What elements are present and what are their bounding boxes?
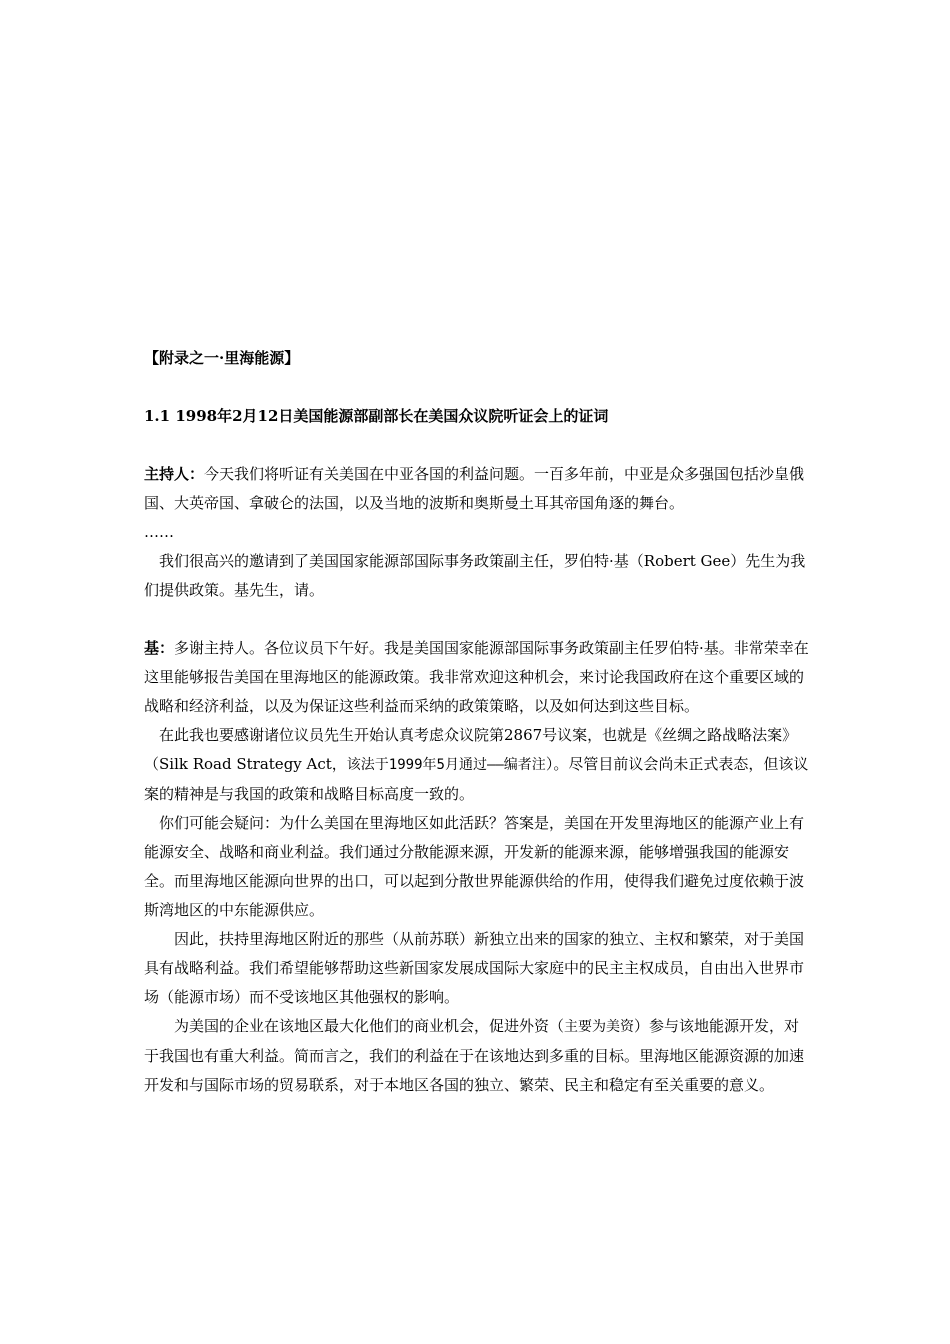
silk-road-text-after: ）。尽管目前议会尚未正式表态，但该议案的精神是与我国的政策和战略目标高度一致的。 [144, 755, 809, 803]
silk-road-text-before: 在此我也要感谢诸位议员先生开始认真考虑众议院第2867号议案，也就是《丝绸之路战略法案》（Silk Road Strategy Act， [144, 726, 798, 773]
paragraph-gee-opening [144, 634, 810, 721]
blank-line [144, 605, 810, 634]
commercial-text-before: 为美国的企业在该地区最大化他们的商业机会，促进外资（ [174, 1017, 565, 1035]
speaker-gee: 基： [144, 639, 175, 657]
appendix-title: 【附录之一·里海能源】 [144, 349, 300, 367]
gee-opening-text: 多谢主持人。各位议员下午好。我是美国国家能源部国际事务政策副主任罗伯特·基。非常荣幸在这里能够报告美国在里海地区的能源政策。我非常欢迎这种机会，来讨论我国政府在这个重要区域的战略和经济利益，以及为保证这些利益而采纳的政策策略，以及如何达到这些目标。 [144, 639, 809, 715]
speaker-host: 主持人： [144, 465, 205, 483]
commercial-text-after: ）参与该地能源开发，对于我国也有重大利益。简而言之，我们的利益在于在该地达到多重的目标。里海地区能源资源的加速开发和与国际市场的贸易联系，对于本地区各国的独立、繁荣、民主和稳定有至关重要的意义。 [144, 1017, 805, 1094]
ellipsis: …… [144, 523, 174, 541]
blank-line [144, 373, 810, 402]
investment-note: 主要为美资 [564, 1019, 635, 1035]
editor-note: 该法于1999年5月通过——编者注 [346, 757, 546, 773]
paragraph-silk-road-act [144, 721, 810, 809]
paragraph-host-introduction: 我们很高兴的邀请到了美国国家能源部国际事务政策副主任，罗伯特·基（Robert Gee）先生为我们提供政策。基先生，请。 [144, 552, 806, 599]
paragraph-why-active: 你们可能会疑问：为什么美国在里海地区如此活跃？答案是，美国在开发里海地区的能源产业上有能源安全、战略和商业利益。我们通过分散能源来源，开发新的能源来源，能够增强我国的能源安全。而里海地区能源向世界的出口，可以起到分散世界能源供给的作用，使得我们避免过度依赖于波斯湾地区的中东能源供应。 [144, 814, 805, 919]
paragraph-commercial-interest [144, 1012, 810, 1100]
paragraph-host-opening [144, 460, 810, 518]
paragraph-strategic-interest: 因此，扶持里海地区附近的那些（从前苏联）新独立出来的国家的独立、主权和繁荣，对于美国具有战略利益。我们希望能够帮助这些新国家发展成国际大家庭中的民主主权成员，自由出入世界市场（能源市场）而不受该地区其他强权的影响。 [144, 930, 805, 1006]
section-title: 1.1 1998年2月12日美国能源部副部长在美国众议院听证会上的证词 [144, 407, 609, 425]
host-opening-text: 今天我们将听证有关美国在中亚各国的利益问题。一百多年前，中亚是众多强国包括沙皇俄国、大英帝国、拿破仑的法国，以及当地的波斯和奥斯曼土耳其帝国角逐的舞台。 [144, 465, 805, 512]
document-body [144, 344, 810, 1100]
blank-line [144, 431, 810, 460]
